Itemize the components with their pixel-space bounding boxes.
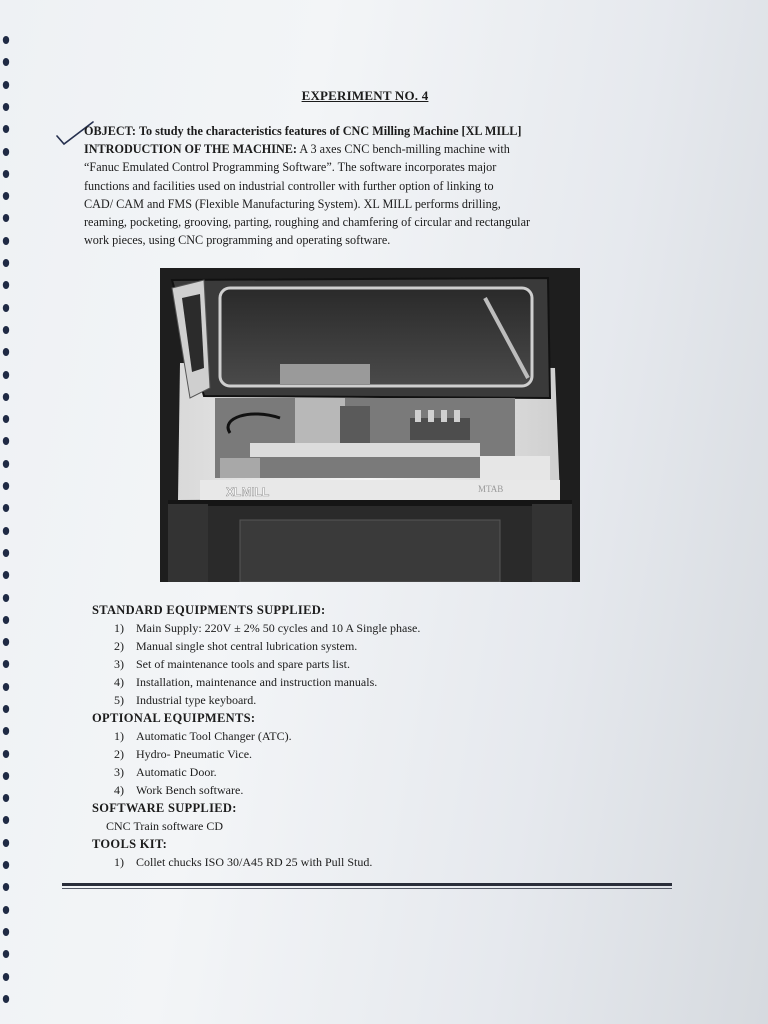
spiral-hole <box>3 460 9 468</box>
spiral-hole <box>3 170 9 178</box>
list-item: 2) Hydro- Pneumatic Vice. <box>114 747 253 761</box>
bottom-rule <box>62 883 672 886</box>
spiral-hole <box>3 883 9 891</box>
spiral-hole <box>3 973 9 981</box>
list-item: 5) Industrial type keyboard. <box>114 693 257 707</box>
list-item: 1) Main Supply: 220V ± 2% 50 cycles and 10 A Single phase. <box>114 621 421 635</box>
spiral-hole <box>3 861 9 869</box>
software-item: CNC Train software CD <box>106 819 224 833</box>
intro-line <box>84 140 648 158</box>
spiral-hole <box>3 772 9 780</box>
spiral-hole <box>3 594 9 602</box>
spiral-hole <box>3 103 9 111</box>
intro-line: reaming, pocketing, grooving, parting, roughing and chamfering of circular and rectangular <box>84 215 531 230</box>
spiral-hole <box>3 415 9 423</box>
object-line <box>84 122 648 140</box>
spiral-hole <box>3 125 9 133</box>
spiral-hole <box>3 148 9 156</box>
spiral-hole <box>3 705 9 713</box>
spiral-hole <box>3 816 9 824</box>
intro-line: “Fanuc Emulated Control Programming Software”. The software incorporates major <box>84 160 497 175</box>
list-item: 3) Set of maintenance tools and spare parts list. <box>114 657 350 671</box>
spiral-hole <box>3 928 9 936</box>
spiral-hole <box>3 482 9 490</box>
spiral-hole <box>3 571 9 579</box>
spiral-hole <box>3 437 9 445</box>
spiral-hole <box>3 371 9 379</box>
equipment-sections <box>92 601 652 871</box>
spiral-hole <box>3 683 9 691</box>
spiral-hole <box>3 348 9 356</box>
spiral-hole <box>3 839 9 847</box>
spiral-hole <box>3 660 9 668</box>
spiral-hole <box>3 906 9 914</box>
spiral-binding <box>0 0 16 1024</box>
spiral-hole <box>3 192 9 200</box>
spiral-hole <box>3 794 9 802</box>
list-item: 4) Work Bench software. <box>114 783 244 797</box>
bottom-rule-thin <box>62 888 672 889</box>
spiral-hole <box>3 504 9 512</box>
machine-photo <box>160 268 580 582</box>
photo-label-mtab: MTAB <box>478 484 504 494</box>
spiral-hole <box>3 58 9 66</box>
spiral-hole <box>3 727 9 735</box>
intro-text: A 3 axes CNC bench-milling machine with <box>299 142 510 157</box>
spiral-hole <box>3 950 9 958</box>
list-item: 3) Automatic Door. <box>114 765 217 779</box>
list-item: 1) Collet chucks ISO 30/A45 RD 25 with Pull Stud. <box>114 855 373 869</box>
object-text: To study the characteristics features of CNC Milling Machine [XL MILL] <box>138 124 522 138</box>
intro-line: work pieces, using CNC programming and operating software. <box>84 233 391 248</box>
software-supplied-heading: SOFTWARE SUPPLIED: <box>92 801 237 815</box>
spiral-hole <box>3 214 9 222</box>
intro-paragraph <box>84 122 648 249</box>
spiral-hole <box>3 549 9 557</box>
spiral-hole <box>3 393 9 401</box>
standard-equipment-heading: STANDARD EQUIPMENTS SUPPLIED: <box>92 603 326 617</box>
spiral-hole <box>3 638 9 646</box>
tools-kit-heading: TOOLS KIT: <box>92 837 168 851</box>
spiral-hole <box>3 995 9 1003</box>
spiral-hole <box>3 36 9 44</box>
photo-label-xlmill: XLMILL <box>226 485 270 499</box>
list-item: 4) Installation, maintenance and instruction manuals. <box>114 675 378 689</box>
list-item: 2) Manual single shot central lubrication system. <box>114 639 358 653</box>
spiral-hole <box>3 304 9 312</box>
optional-equipment-heading: OPTIONAL EQUIPMENTS: <box>92 711 256 725</box>
intro-line: CAD/ CAM and FMS (Flexible Manufacturing System). XL MILL performs drilling, <box>84 196 501 211</box>
spiral-hole <box>3 616 9 624</box>
intro-line: functions and facilities used on industrial controller with further option of linking to <box>84 178 494 193</box>
list-item: 1) Automatic Tool Changer (ATC). <box>114 729 292 743</box>
spiral-hole <box>3 259 9 267</box>
experiment-title: EXPERIMENT NO. 4 <box>301 88 429 103</box>
spiral-hole <box>3 281 9 289</box>
spiral-hole <box>3 527 9 535</box>
spiral-hole <box>3 750 9 758</box>
intro-label: INTRODUCTION OF THE MACHINE: <box>84 142 297 157</box>
spiral-hole <box>3 237 9 245</box>
object-label: OBJECT: <box>84 124 136 138</box>
spiral-hole <box>3 326 9 334</box>
